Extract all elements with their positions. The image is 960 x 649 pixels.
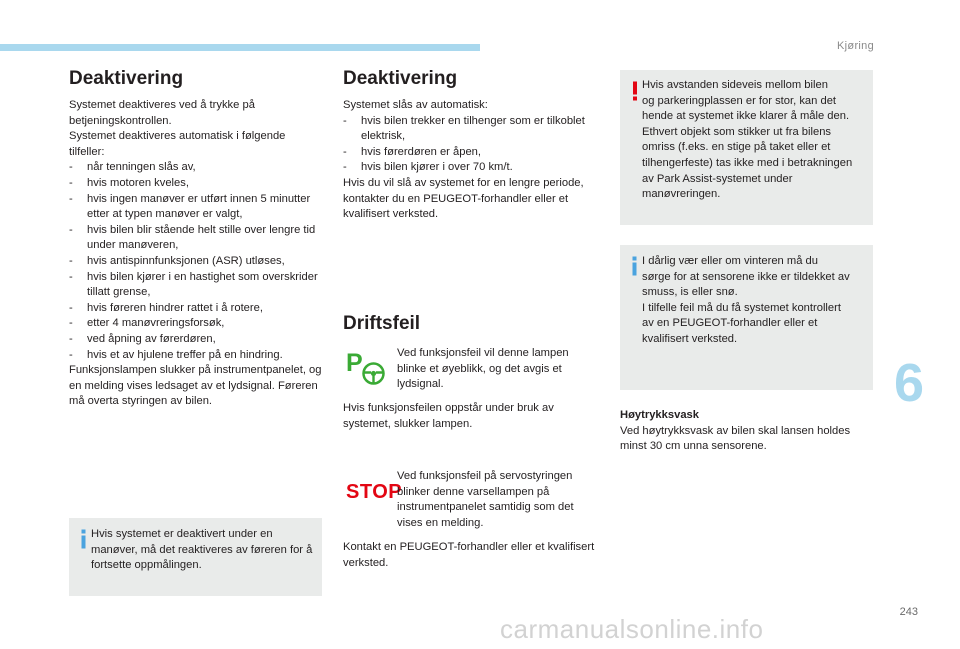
info-box [620, 245, 873, 390]
info-text: I dårlig vær eller om vinteren må du sørge for at sensorene ikke er tildekket av smuss, is eller snø. I tilfelle feil må du få systemet kontrollert av en PEUGEOT-forhandler eller et kvalifisert verksted. [642, 255, 850, 345]
col1-intro-line: Systemet deaktiveres automatisk i følgende [69, 130, 286, 143]
list-item: - hvis bilen kjører i en hastighet som overskrider tillatt grense, [69, 270, 318, 299]
col1-title: Deaktivering [69, 68, 184, 89]
warning-icon [629, 81, 641, 101]
col1-intro-line: betjeningskontrollen. [69, 114, 172, 127]
section-title: Kjøring [837, 40, 874, 52]
col2-title: Deaktivering [343, 68, 458, 89]
col1-intro-line: tilfeller: [69, 145, 105, 158]
col1-info-text: Hvis systemet er deaktivert under en manøver, må det reaktiveres av føreren for å fortsette oppmålingen. [91, 528, 313, 572]
fault-use-text: Hvis funksjonsfeilen oppstår under bruk av systemet, slukker lampen. [343, 402, 554, 430]
warning-box [620, 70, 873, 225]
col1-body [69, 98, 327, 410]
list-item: - hvis ingen manøver er utført innen 5 minutter etter at typen manøver er valgt, [69, 192, 311, 221]
list-item: - hvis et av hjulene treffer på en hindring. [69, 348, 283, 361]
list-item: - hvis bilen kjører i over 70 km/t. [343, 161, 513, 174]
col1-outro: Funksjonslampen slukker på instrumentpanelet, og en melding vises ledsaget av et lydsignal. Føreren må overta styringen av bilen. [69, 364, 322, 408]
top-accent-bar [0, 44, 480, 51]
list-item: - etter 4 manøvreringsforsøk, [69, 317, 225, 330]
info-icon [78, 529, 90, 549]
chapter-number: 6 [893, 353, 924, 413]
warning-text: Hvis avstanden sideveis mellom bilen og parkeringplassen er for stor, kan det hende at systemet ikke klarer å måle den. Ethvert objekt som stikker ut fra bilens omriss (f.eks. en stige på taket eller et tilhengerfeste) tas ikke med i betrakningen av Park Assist-systemet under manøvreringen. [642, 79, 853, 201]
stop-warning-icon: STOP [346, 481, 403, 503]
steering-wheel-icon [362, 362, 385, 385]
page-number: 243 [899, 606, 918, 618]
high-pressure-section [620, 408, 873, 455]
list-item: - hvis bilen trekker en tilhenger som er tilkoblet elektrisk, [343, 114, 585, 143]
list-item: - hvis antispinnfunksjonen (ASR) utløses, [69, 254, 285, 267]
contact-text: Kontakt en PEUGEOT-forhandler eller et kvalifisert verksted. [343, 541, 595, 569]
high-pressure-text: Ved høytrykksvask av bilen skal lansen holdes minst 30 cm unna sensorene. [620, 424, 851, 453]
col2-outro: Hvis du vil slå av systemet for en lengre periode, kontakter du en PEUGEOT-forhandler eller et kvalifisert verksted. [343, 176, 584, 221]
list-item: - hvis førerdøren er åpen, [343, 145, 482, 158]
col1-info-box [69, 518, 322, 596]
info-icon [629, 256, 641, 276]
stop-text: Ved funksjonsfeil på servostyringen blinker denne varsellampen på instrumentpanelet samtidig som det vises en melding. [397, 470, 574, 529]
list-item: - når tenningen slås av, [69, 161, 196, 174]
high-pressure-title: Høytrykksvask [620, 409, 699, 421]
col2-intro: Systemet slås av automatisk: [343, 99, 488, 111]
list-item: - hvis motoren kveles, [69, 176, 189, 189]
watermark: carmanualsonline.info [500, 614, 764, 644]
fault-lamp-text: Ved funksjonsfeil vil denne lampen blinke et øyeblikk, og det avgis et lydsignal. [397, 347, 569, 391]
list-item: - hvis bilen blir stående helt stille over lengre tid under manøveren, [69, 223, 316, 252]
col1-intro-line: Systemet deaktiveres ved å trykke på [69, 99, 255, 111]
col2-body [343, 98, 601, 223]
park-assist-icon: P [346, 351, 388, 387]
fault-title: Driftsfeil [343, 313, 421, 334]
list-item: - hvis føreren hindrer rattet i å rotere, [69, 301, 263, 314]
list-item: - ved åpning av førerdøren, [69, 332, 216, 345]
